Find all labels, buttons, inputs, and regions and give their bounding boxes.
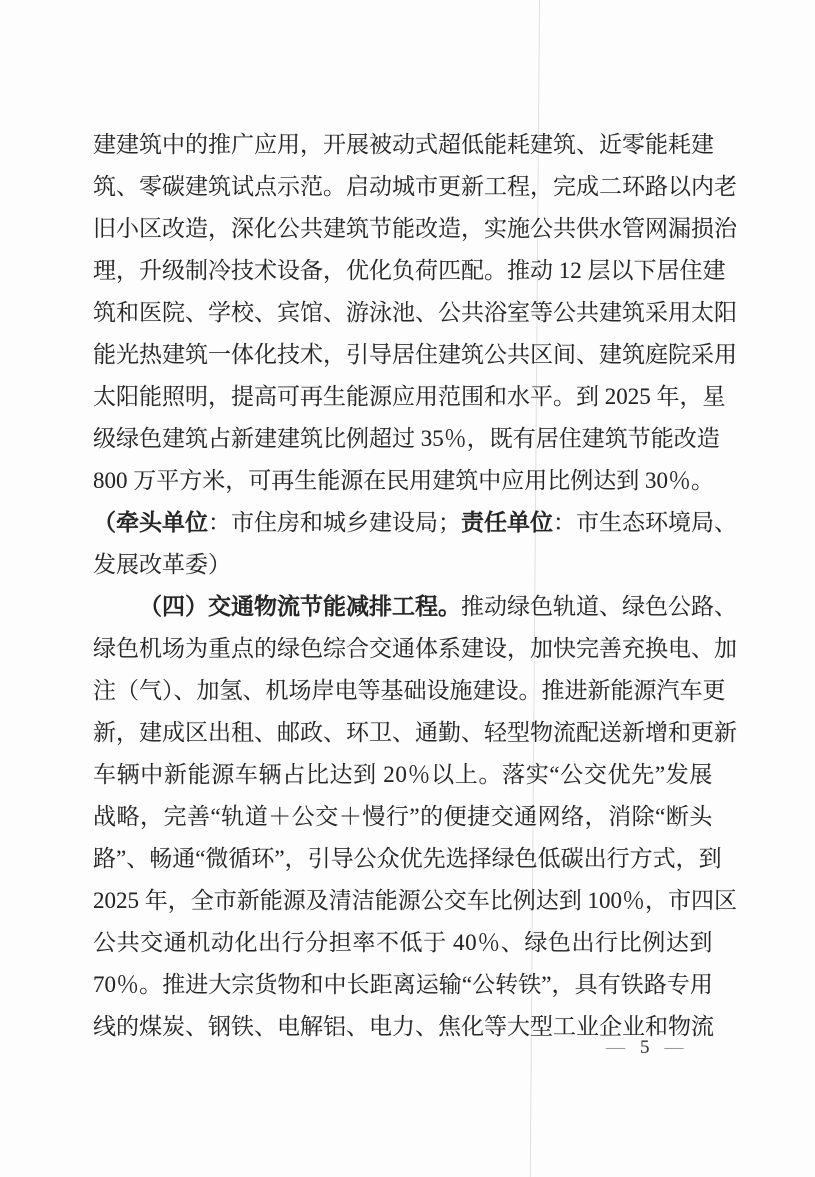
text-line — [93, 124, 713, 166]
bold-text-run: 责任单位 — [461, 510, 553, 535]
footer-dash-right: — — [664, 1037, 684, 1058]
text-run: 太阳能照明，提高可再生能源应用范围和水平。到 2025 年，星 — [93, 384, 726, 409]
text-line — [93, 922, 713, 964]
text-run: 车辆中新能源车辆占比达到 20％以上。落实“公交优先”发展 — [93, 762, 714, 787]
footer-dash-left: — — [606, 1037, 625, 1058]
bold-text-run: （牵头单位 — [93, 510, 208, 535]
text-line — [93, 586, 737, 628]
document-body — [93, 124, 737, 1048]
text-run: 线的煤炭、钢铁、电解铝、电力、焦化等大型工业企业和物流 — [93, 1014, 714, 1039]
text-run: 路”、畅通“微循环”，引导公众优先选择绿色低碳出行方式，到 — [93, 846, 722, 871]
text-line — [93, 670, 726, 712]
text-run: 发展改革委） — [93, 552, 231, 577]
text-line — [93, 334, 737, 376]
text-run: ：市生态环境局、 — [553, 510, 737, 535]
text-line — [93, 880, 737, 922]
text-line — [93, 544, 713, 586]
text-line — [93, 418, 720, 460]
text-line — [93, 460, 713, 502]
text-line — [93, 502, 737, 544]
text-line — [93, 964, 713, 1006]
bold-text-run: （四）交通物流节能减排工程。 — [139, 594, 461, 619]
text-run: 旧小区改造，深化公共建筑节能改造，实施公共供水管网漏损治 — [93, 216, 737, 241]
text-run: 级绿色建筑占新建建筑比例超过 35％，既有居住建筑节能改造 — [93, 426, 720, 451]
text-line — [93, 292, 737, 334]
text-line — [93, 166, 737, 208]
text-line — [93, 754, 713, 796]
text-run: 能光热建筑一体化技术，引导居住建筑公共区间、建筑庭院采用 — [93, 342, 737, 367]
text-run: 注（气）、加氢、机场岸电等基础设施建设。推进新能源汽车更 — [93, 678, 726, 703]
text-run: 理，升级制冷技术设备，优化负荷匹配。推动 12 层以下居住建 — [93, 258, 726, 283]
text-line — [93, 628, 737, 670]
text-run: 筑和医院、学校、宾馆、游泳池、公共浴室等公共建筑采用太阳 — [93, 300, 737, 325]
text-run: 建建筑中的推广应用，开展被动式超低能耗建筑、近零能耗建 — [93, 132, 714, 157]
text-line — [93, 838, 722, 880]
text-line — [93, 208, 737, 250]
text-run: 绿色机场为重点的绿色综合交通体系建设，加快完善充换电、加 — [93, 636, 737, 661]
text-run: 800 万平方米，可再生能源在民用建筑中应用比例达到 30％。 — [93, 468, 714, 493]
text-run: 公共交通机动化出行分担率不低于 40％、绿色出行比例达到 — [93, 930, 713, 955]
text-run: 筑、零碳建筑试点示范。启动城市更新工程，完成二环路以内老 — [93, 174, 737, 199]
text-run: 70％。推进大宗货物和中长距离运输“公转铁”，具有铁路专用 — [93, 972, 713, 997]
text-run: ：市住房和城乡建设局； — [208, 510, 461, 535]
text-line — [93, 712, 737, 754]
page-footer — [606, 1036, 684, 1060]
page-number: 5 — [640, 1037, 650, 1058]
text-line — [93, 250, 726, 292]
text-run: 战略，完善“轨道＋公交＋慢行”的便捷交通网络，消除“断头 — [93, 804, 713, 829]
text-run: 2025 年，全市新能源及清洁能源公交车比例达到 100％，市四区 — [93, 888, 737, 913]
text-line — [93, 796, 713, 838]
text-line — [93, 376, 726, 418]
text-run: 推动绿色轨道、绿色公路、 — [461, 594, 737, 619]
text-run: 新，建成区出租、邮政、环卫、通勤、轻型物流配送新增和更新 — [93, 720, 737, 745]
